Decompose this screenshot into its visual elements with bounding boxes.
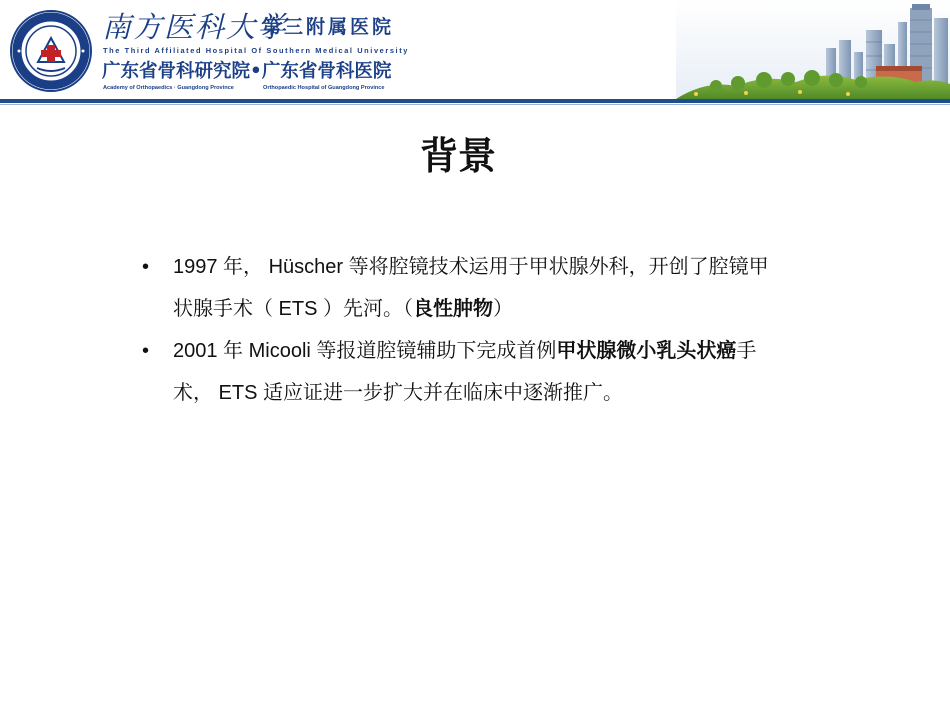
bullet-emphasis: 良性肿物: [413, 298, 494, 320]
bullet-emphasis: 甲状腺微小乳头状癌: [556, 340, 737, 362]
slide-title: 背景: [419, 133, 496, 178]
header-banner: [0, 0, 950, 100]
city-skyline-banner: [676, 0, 950, 99]
university-name: 南方医科大学: [102, 10, 289, 44]
bullet-dot-icon: •: [142, 340, 150, 362]
bullet-list: [142, 246, 782, 414]
bullet-text: [173, 330, 773, 414]
bullet-item: [142, 246, 782, 330]
bullet-dot-icon: •: [142, 256, 150, 278]
hospital-seal-icon: [10, 10, 92, 92]
bullet-text-part: 2001 年 Micooli 等报道腔镜辅助下完成首例: [173, 340, 557, 362]
institute-name-english-2: Orthopaedic Hospital of Guangdong Province: [263, 85, 385, 91]
institute-name-english-1: Academy of Orthopaedics · Guangdong Province: [103, 85, 234, 91]
bullet-text-part: 手术， ETS 适应证进一步扩大并在临床中逐渐推广。: [173, 340, 757, 404]
institute-name: 广东省骨科研究院•广东省骨科医院: [102, 61, 392, 82]
hospital-name-english: The Third Affiliated Hospital Of Southern Medical University: [103, 46, 409, 55]
hospital-name: 第三附属医院: [262, 16, 395, 38]
header-divider-thin: [0, 104, 950, 105]
header-divider: [0, 99, 950, 103]
bullet-text: [173, 246, 773, 330]
bullet-text-part: ）: [493, 298, 514, 320]
bullet-item: [142, 330, 782, 414]
bullet-text-part: 1997 年， Hüscher 等将腔镜技术运用于甲状腺外科，开创了腔镜甲状腺手术（ ETS ）先河。（: [173, 256, 769, 320]
